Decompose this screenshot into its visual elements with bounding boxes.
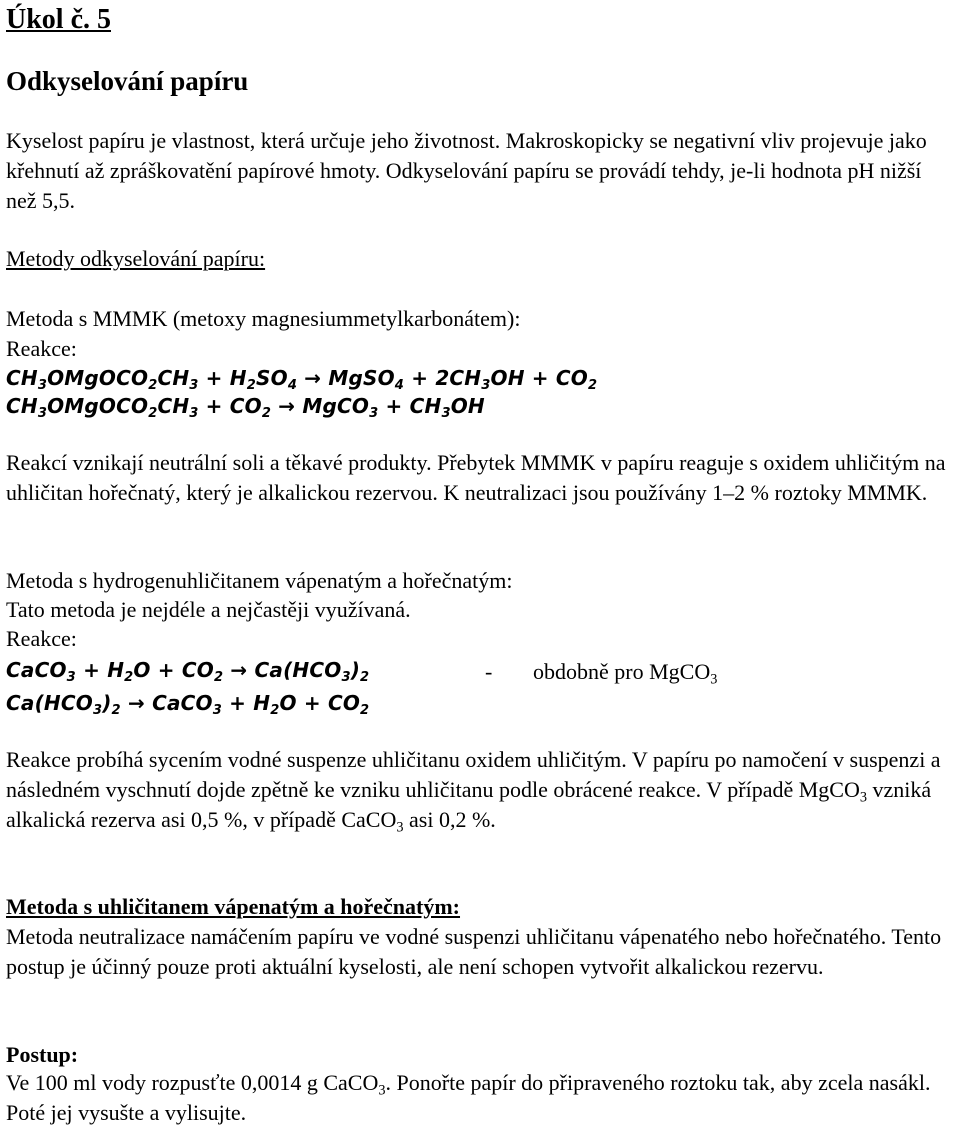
subscript: 2 (270, 702, 280, 718)
subscript: 3 (441, 405, 451, 421)
subscript: 3 (212, 702, 222, 718)
subscript: 3 (710, 671, 718, 688)
procedure-heading: Postup: (6, 1042, 79, 1067)
methods-heading: Metody odkyselování papíru: (6, 246, 266, 271)
subscript: 3 (481, 377, 491, 393)
subscript: 3 (369, 405, 379, 421)
subscript: 2 (213, 669, 224, 685)
subscript: 2 (246, 377, 256, 393)
subscript: 2 (111, 702, 121, 718)
method2-side-note (485, 657, 717, 687)
subscript: 2 (124, 669, 134, 685)
subscript: 3 (37, 377, 48, 393)
method2-heading: Metoda s hydrogenuhličitanem vápenatým a hořečnatým: (6, 568, 513, 593)
subscript: 3 (859, 789, 868, 806)
procedure-paragraph: Ve 100 ml vody rozpusťte 0,0014 g CaCO$_3$. Ponořte papír do připraveného roztoku tak, aby zcela nasákl. Poté jej vysušte a vylisujte. (6, 1070, 931, 1125)
subscript: 2 (148, 405, 158, 421)
method1-equation-1: $CH_3OMgOCO_2CH_3 + H_2SO_4$ → MgSO$_4$ + $2CH_3OH + CO_2$ (6, 366, 598, 393)
method1-heading: Metoda s MMMK (metoxy magnesiummetylkarbonátem): (6, 306, 521, 331)
subscript: 3 (37, 405, 48, 421)
subscript: 3 (66, 669, 76, 685)
subscript: 3 (378, 1082, 386, 1099)
subscript: 3 (92, 702, 103, 718)
subscript: 4 (394, 377, 405, 393)
method2-reaction-label: Reakce: (6, 626, 77, 651)
method3-paragraph: Metoda neutralizace namáčením papíru ve vodné suspenzi uhličitanu vápenatého nebo hořečnatého. Tento postup je účinný pouze proti aktuální kyselosti, ale není schopen vytvořit alkalickou rezervu. (6, 924, 942, 979)
method2-equation-1: CaCO$_3$ + $H_2O + CO_2 \to Ca(HCO_3)_2$ (6, 658, 370, 685)
assignment-title: Úkol č. 5 (6, 4, 111, 35)
subscript: 2 (360, 669, 370, 685)
method2-equation-2: $Ca(HCO_3)_2$ → CaCO$_3$ + $H_2O + CO_2$ (6, 691, 370, 718)
subscript: 2 (588, 377, 598, 393)
subscript: 3 (189, 405, 199, 421)
method1-reaction-label: Reakce: (6, 336, 77, 361)
method2-subtext: Tato metoda je nejdéle a nejčastěji využívaná. (6, 597, 411, 622)
method2-paragraph: Reakce probíhá sycením vodné suspenze uhličitanu oxidem uhličitým. V papíru po namočení v suspenzi a následném vyschnutí dojde zpětně ke vzniku uhličitanu podle obrácené reakce. V případě MgCO$_3$ vzniká alkalická rezerva asi 0,5 %, v případě CaCO$_3$ asi 0,2 %. (6, 747, 941, 836)
subscript: 3 (189, 377, 199, 393)
subscript: 3 (341, 669, 351, 685)
side-note-dash: - (485, 659, 493, 684)
subscript: 2 (360, 702, 370, 718)
subscript: 3 (396, 819, 404, 836)
side-note-text: obdobně pro MgCO$_3$ (533, 659, 718, 688)
intro-paragraph: Kyselost papíru je vlastnost, která určuje jeho životnost. Makroskopicky se negativní vliv projevuje jako křehnutí až zpráškovatění papírové hmoty. Odkyselování papíru se provádí tehdy, je-li hodnota pH nižší než 5,5. (6, 128, 927, 213)
topic-heading: Odkyselování papíru (6, 66, 249, 96)
method1-paragraph: Reakcí vznikají neutrální soli a těkavé produkty. Přebytek MMMK v papíru reaguje s oxidem uhličitým na uhličitan hořečnatý, který je alkalickou rezervou. K neutralizaci jsou používány 1–2 % roztoky MMMK. (6, 450, 946, 505)
method3-heading: Metoda s uhličitanem vápenatým a hořečnatým: (6, 894, 461, 919)
method1-equation-2: $CH_3OMgOCO_2CH_3 + CO_2$ → MgCO$_3$ + $CH_3OH$ (6, 394, 485, 421)
subscript: 2 (148, 377, 158, 393)
subscript: 4 (287, 377, 298, 393)
subscript: 2 (261, 405, 272, 421)
